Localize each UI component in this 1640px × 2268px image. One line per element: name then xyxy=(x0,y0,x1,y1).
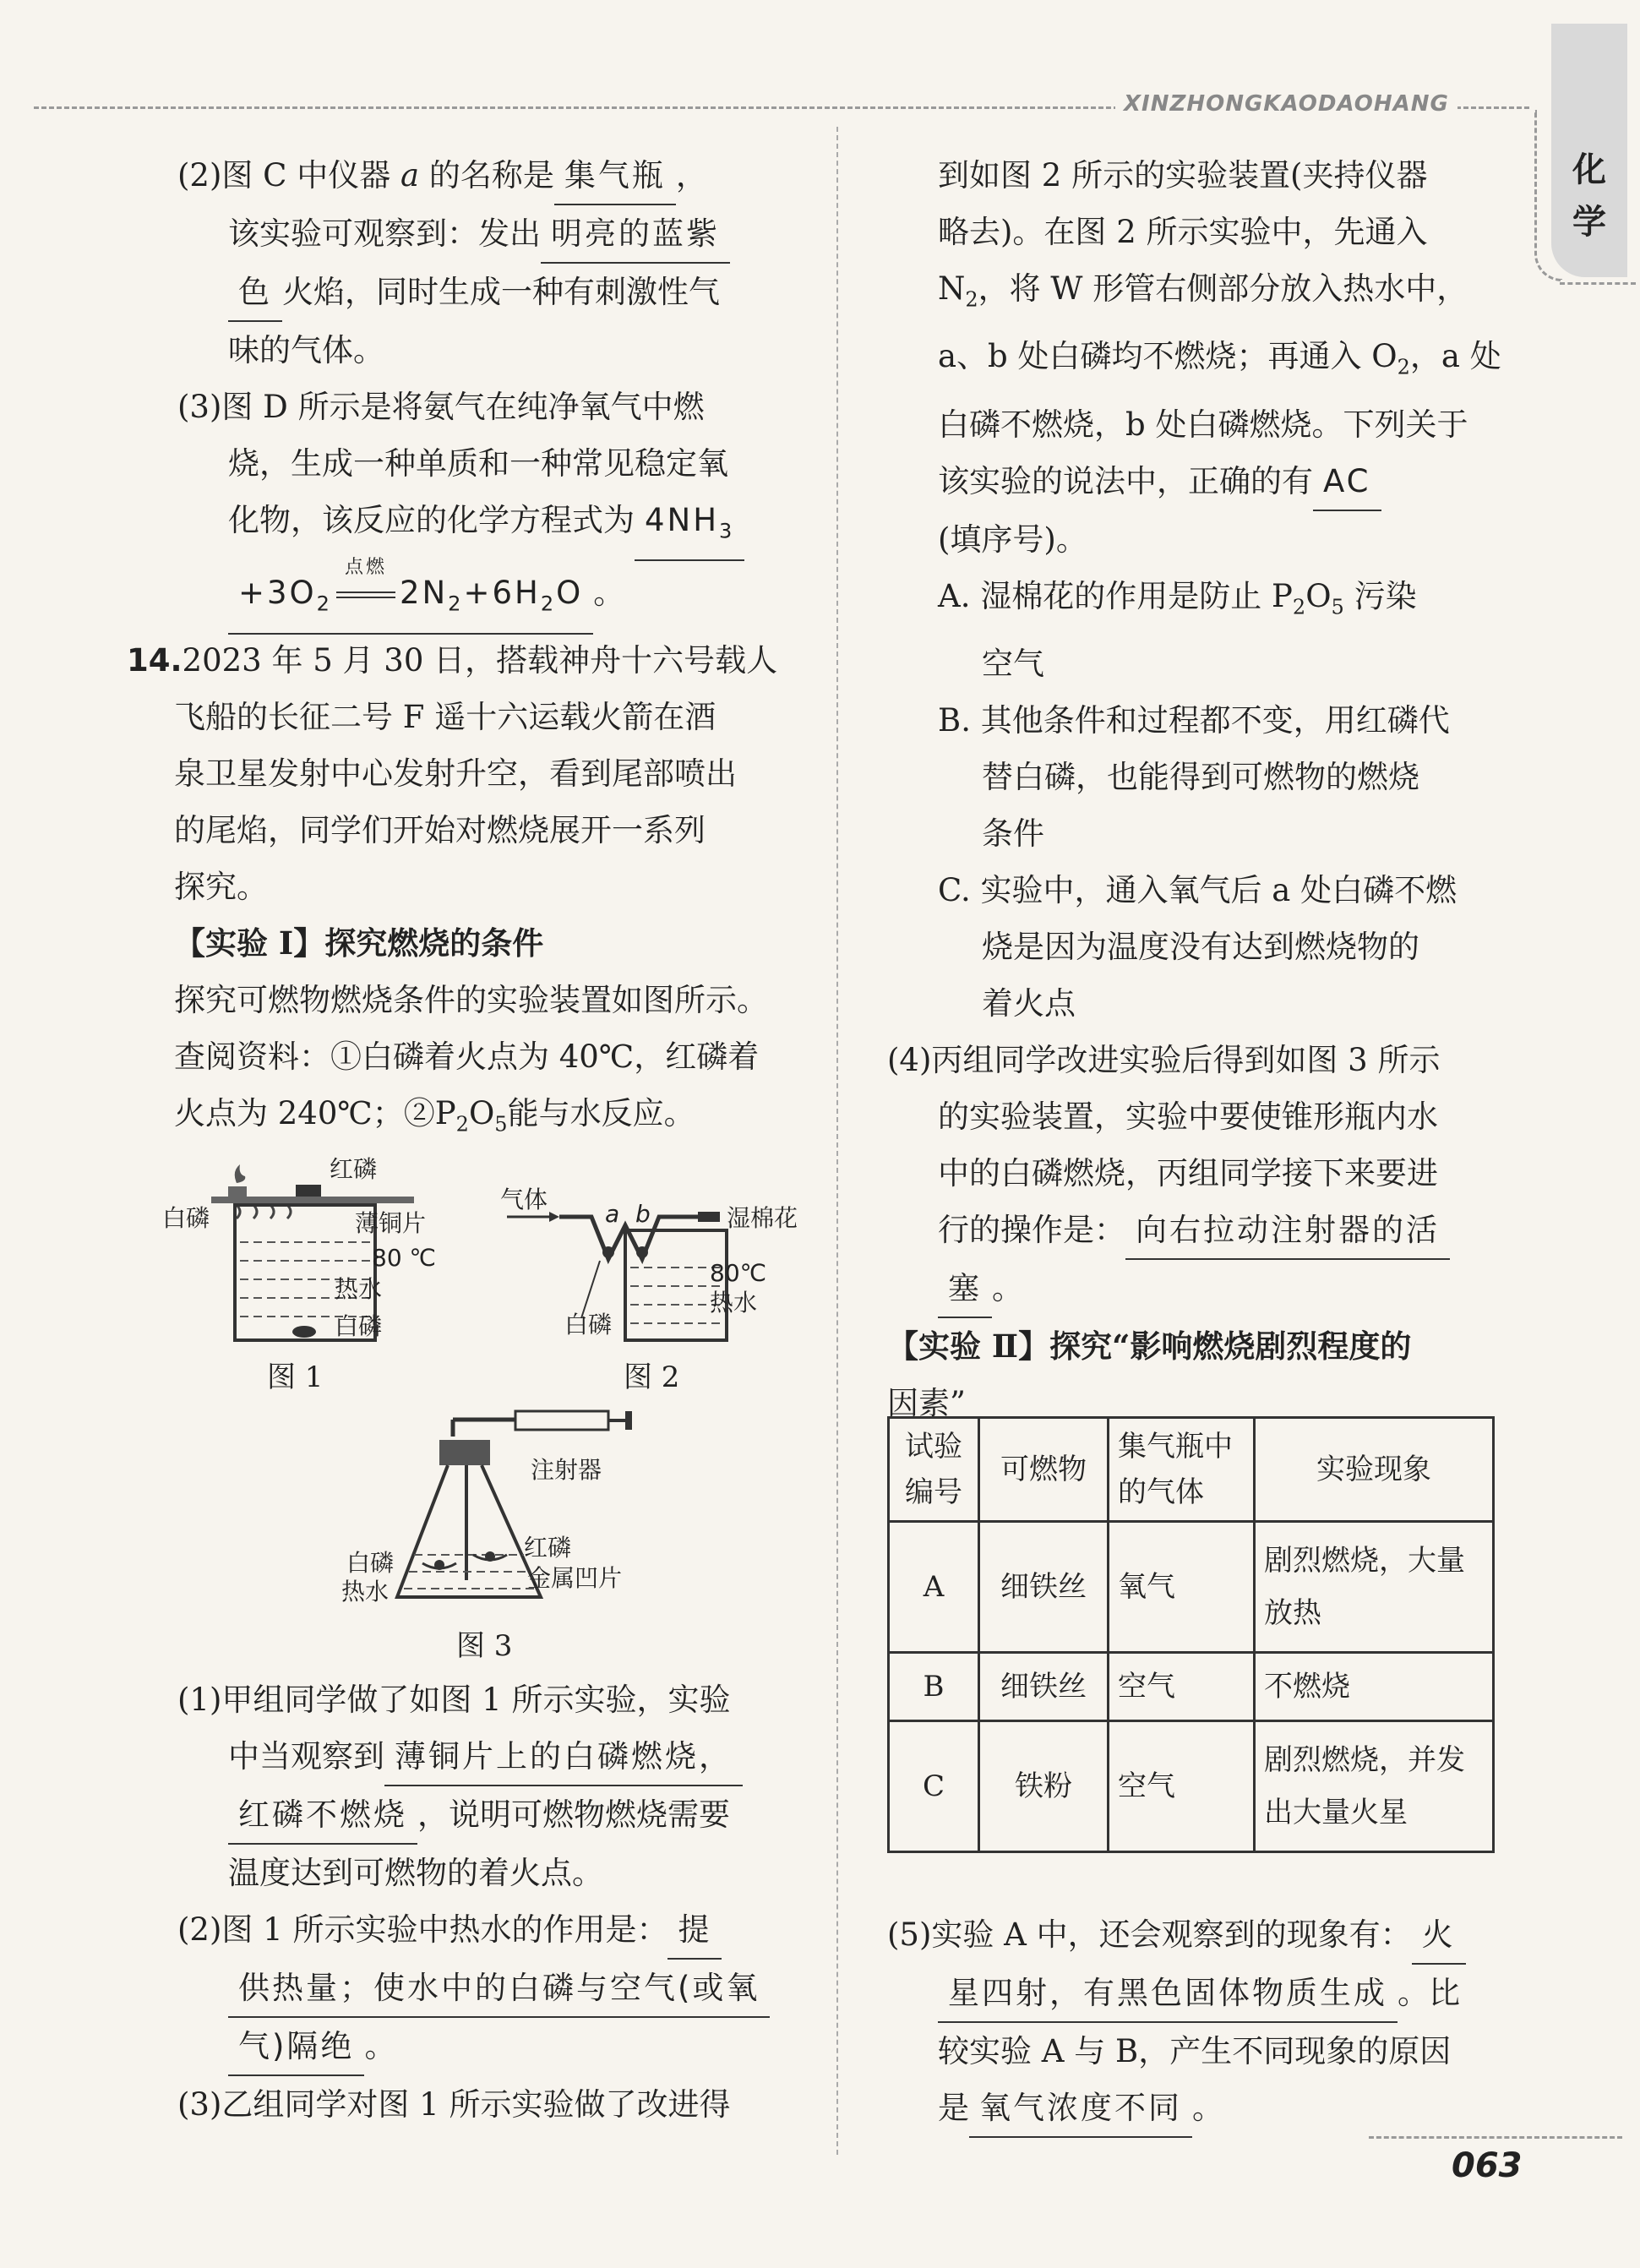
experiment-2-title-line1: 【实验 Ⅱ】探究“影响燃烧剧烈程度的 xyxy=(887,1328,1412,1366)
answer-5a[interactable]: 火 xyxy=(1412,1906,1466,1965)
question-5 xyxy=(887,1906,1546,2138)
table-cell: 细铁丝 xyxy=(979,1653,1109,1721)
q14-line1: 14.2023 年 5 月 30 日，搭载神舟十六号载人 xyxy=(127,642,778,679)
answer-4a[interactable]: 向右拉动注射器的活 xyxy=(1125,1202,1450,1260)
table-row xyxy=(889,1721,1494,1852)
fig1-caption: 图 1 xyxy=(267,1360,324,1394)
table-cell: 铁粉 xyxy=(979,1721,1109,1852)
table-cell: C xyxy=(889,1721,979,1852)
q13-3-line1: (3)图 D 所示是将氨气在纯净氧气中燃 xyxy=(177,389,705,425)
fig1-label-water: 热水 xyxy=(335,1275,383,1303)
fig3-label-groove: 金属凹片 xyxy=(527,1564,623,1592)
option-c-line3: 着火点 xyxy=(982,985,1076,1022)
answer-13-3-eq-part2[interactable]: $+3O_2$ 点燃 $2N_2+6H_2O$ xyxy=(228,564,593,634)
fig3-caption: 图 3 xyxy=(456,1629,513,1663)
fig2-label-temp: 80℃ xyxy=(710,1259,767,1287)
q13-3-line3: 化物，该反应的化学方程式为 $4NH_3$ xyxy=(177,492,803,561)
p4-line1: (4)丙组同学改进实验后得到如图 3 所示 xyxy=(887,1042,1441,1079)
p3-cont-line7: (填序号)。 xyxy=(938,521,1087,558)
p2-line2 xyxy=(177,1960,803,2018)
footer-rule xyxy=(1369,2136,1622,2139)
table-header-cell: 可燃物 xyxy=(979,1418,1109,1522)
fig2-label-cotton: 湿棉花 xyxy=(727,1204,798,1232)
table-cell: 不燃烧 xyxy=(1255,1653,1494,1721)
p5-line2: 星四射，有黑色固体物质生成 。比 xyxy=(887,1965,1546,2023)
answer-1b[interactable]: 红磷不燃烧 xyxy=(228,1786,417,1845)
experiment-1-title: 【实验 Ⅰ】探究燃烧的条件 xyxy=(174,924,544,962)
left-column-top xyxy=(177,147,803,635)
left-column-bottom xyxy=(177,1671,803,2133)
table-cell: 剧烈燃烧，并发出大量火星 xyxy=(1255,1721,1494,1852)
exp1-line2: 查阅资料：①白磷着火点为 40℃，红磷着 xyxy=(174,1039,760,1075)
table-cell: 空气 xyxy=(1109,1653,1255,1721)
option-c-line1: C. 实验中，通入氧气后 a 处白磷不燃 xyxy=(938,872,1457,909)
answer-13-2-b1[interactable]: 明亮的蓝紫 xyxy=(541,205,730,264)
fig2-label-white-p: 白磷 xyxy=(564,1311,613,1338)
p2-line3: 气)隔绝 。 xyxy=(177,2018,803,2076)
table-cell: 剧烈燃烧，大量放热 xyxy=(1255,1522,1494,1653)
option-c-line2: 烧是因为温度没有达到燃烧物的 xyxy=(982,929,1419,966)
table-cell: A xyxy=(889,1522,979,1653)
q14-line3: 泉卫星发射中心发射升空，看到尾部喷出 xyxy=(174,755,737,792)
right-column xyxy=(887,147,1546,1431)
p4-line2: 的实验装置，实验中要使锥形瓶内水 xyxy=(938,1099,1438,1136)
q14-line4: 的尾焰，同学们开始对燃烧展开一系列 xyxy=(174,812,706,848)
page-number: 063 xyxy=(1452,2146,1523,2185)
tab-dashed-border-bottom xyxy=(1560,282,1636,285)
q13-2-line3: 色 火焰，同时生成一种有刺激性气 xyxy=(177,264,803,322)
fig2-label-a: a xyxy=(605,1200,620,1228)
p3-cont-line4: a、b 处白磷均不燃烧；再通入 $O_2$，a 处 xyxy=(938,338,1501,379)
experiment-table xyxy=(887,1416,1495,1853)
table-header-cell: 试验编号 xyxy=(889,1418,979,1522)
option-a-line1: A. 湿棉花的作用是防止 $P_2O_5$ 污染 xyxy=(938,577,1417,619)
table-header-row xyxy=(889,1418,1494,1522)
p3-cont-line6: 该实验的说法中，正确的有 AC xyxy=(887,453,1546,511)
table-row xyxy=(889,1653,1494,1721)
p5-line4: 是 氧气浓度不同 。 xyxy=(887,2080,1546,2138)
p4-line5: 塞 。 xyxy=(887,1260,1546,1318)
fig3-label-syringe: 注射器 xyxy=(531,1456,602,1484)
answer-2b[interactable]: 供热量；使水中的白磷与空气(或氧 xyxy=(228,1960,770,2018)
q13-3-line2: 烧，生成一种单质和一种常见稳定氧 xyxy=(228,445,728,482)
fig2-label-gas: 气体 xyxy=(500,1186,548,1213)
q13-3-line4: $+3O_2$ 点燃 $2N_2+6H_2O$ 。 xyxy=(177,564,803,634)
p1-line1: (1)甲组同学做了如图 1 所示实验，实验 xyxy=(177,1682,731,1718)
answer-13-3-eq-part1[interactable]: $4NH_3$ xyxy=(635,492,744,561)
p3-cont-line1: 到如图 2 所示的实验装置(夹持仪器 xyxy=(938,157,1428,194)
p1-line3: 红磷不燃烧 ，说明可燃物燃烧需要 xyxy=(177,1786,803,1845)
table-cell: 空气 xyxy=(1109,1721,1255,1852)
q13-2-line2: 该实验可观察到：发出 明亮的蓝紫 xyxy=(177,205,803,264)
fig3-label-red-p: 红磷 xyxy=(524,1534,572,1562)
p4-line3: 中的白磷燃烧，丙组同学接下来要进 xyxy=(938,1155,1438,1192)
fig1-label-red-p: 红磷 xyxy=(330,1155,378,1183)
p3-cont-line5: 白磷不燃烧，b 处白磷燃烧。下列关于 xyxy=(938,406,1468,443)
table-header-cell: 集气瓶中的气体 xyxy=(1109,1418,1255,1522)
p5-line1: (5)实验 A 中，还会观察到的现象有： 火 xyxy=(887,1906,1546,1965)
p1-line2: 中当观察到 薄铜片上的白磷燃烧， xyxy=(177,1728,803,1786)
fig1-label-copper: 薄铜片 xyxy=(355,1209,427,1237)
running-title: XINZHONGKAODAOHANG xyxy=(1115,91,1457,117)
fig3-label-white-p: 白磷 xyxy=(346,1549,395,1577)
answer-1a[interactable]: 薄铜片上的白磷燃烧， xyxy=(384,1728,743,1786)
fig1-label-temp: 80 ℃ xyxy=(372,1244,436,1272)
p4-line4: 行的操作是： 向右拉动注射器的活 xyxy=(887,1202,1546,1260)
answer-5c[interactable]: 氧气浓度不同 xyxy=(969,2080,1192,2138)
p2-line1: (2)图 1 所示实验中热水的作用是： 提 xyxy=(177,1901,803,1960)
experiment-2-title-line2: 因素” xyxy=(887,1385,966,1422)
answer-3[interactable]: AC xyxy=(1313,453,1381,511)
answer-2a[interactable]: 提 xyxy=(667,1901,722,1960)
answer-13-2-b2[interactable]: 色 xyxy=(228,264,282,322)
exp1-line1: 探究可燃物燃烧条件的实验装置如图所示。 xyxy=(174,982,768,1018)
fig2-caption: 图 2 xyxy=(624,1360,680,1394)
option-a-line2: 空气 xyxy=(982,646,1044,683)
q14-line5: 探究。 xyxy=(174,869,268,905)
q14-line2: 飞船的长征二号 F 遥十六运载火箭在酒 xyxy=(174,699,716,735)
exp1-line3: 火点为 240℃；$②P_2O_5$能与水反应。 xyxy=(174,1095,695,1137)
table-header-cell: 实验现象 xyxy=(1255,1418,1494,1522)
table-cell: B xyxy=(889,1653,979,1721)
subject-tab-label: 化 学 xyxy=(1572,150,1606,242)
option-b-line2: 替白磷，也能得到可燃物的燃烧 xyxy=(982,759,1419,796)
fig2-label-water: 热水 xyxy=(710,1289,758,1317)
fig1-label-white-p2: 白磷 xyxy=(335,1312,383,1340)
p1-line4: 温度达到可燃物的着火点。 xyxy=(228,1855,603,1891)
column-divider xyxy=(836,127,838,2155)
q13-2-line4: 味的气体。 xyxy=(228,332,384,368)
table-row xyxy=(889,1522,1494,1653)
answer-13-2-a[interactable]: 集气瓶 xyxy=(554,147,676,205)
p3-cont-line3: $N_2$，将 W 形管右侧部分放入热水中， xyxy=(938,270,1468,312)
answer-4b[interactable]: 塞 xyxy=(938,1260,992,1318)
p3-cont-line2: 略去)。在图 2 所示实验中，先通入 xyxy=(938,214,1428,250)
option-b-line1: B. 其他条件和过程都不变，用红磷代 xyxy=(938,702,1450,739)
p5-line3: 较实验 A 与 B，产生不同现象的原因 xyxy=(938,2033,1452,2069)
q13-2-line1: (2)图 C 中仪器 a 的名称是 集气瓶 ， xyxy=(177,147,803,205)
reaction-condition: 点燃 xyxy=(332,564,400,621)
table-cell: 细铁丝 xyxy=(979,1522,1109,1653)
answer-2c[interactable]: 气)隔绝 xyxy=(228,2018,364,2076)
answer-5b[interactable]: 星四射，有黑色固体物质生成 xyxy=(938,1965,1398,2023)
p3-line1: (3)乙组同学对图 1 所示实验做了改进得 xyxy=(177,2086,731,2123)
fig2-label-b: b xyxy=(635,1200,651,1228)
fig1-label-white-p: 白磷 xyxy=(162,1204,210,1232)
fig3-label-water: 热水 xyxy=(341,1578,390,1606)
option-b-line3: 条件 xyxy=(982,815,1044,853)
question-14 xyxy=(127,632,803,1153)
table-cell: 氧气 xyxy=(1109,1522,1255,1653)
